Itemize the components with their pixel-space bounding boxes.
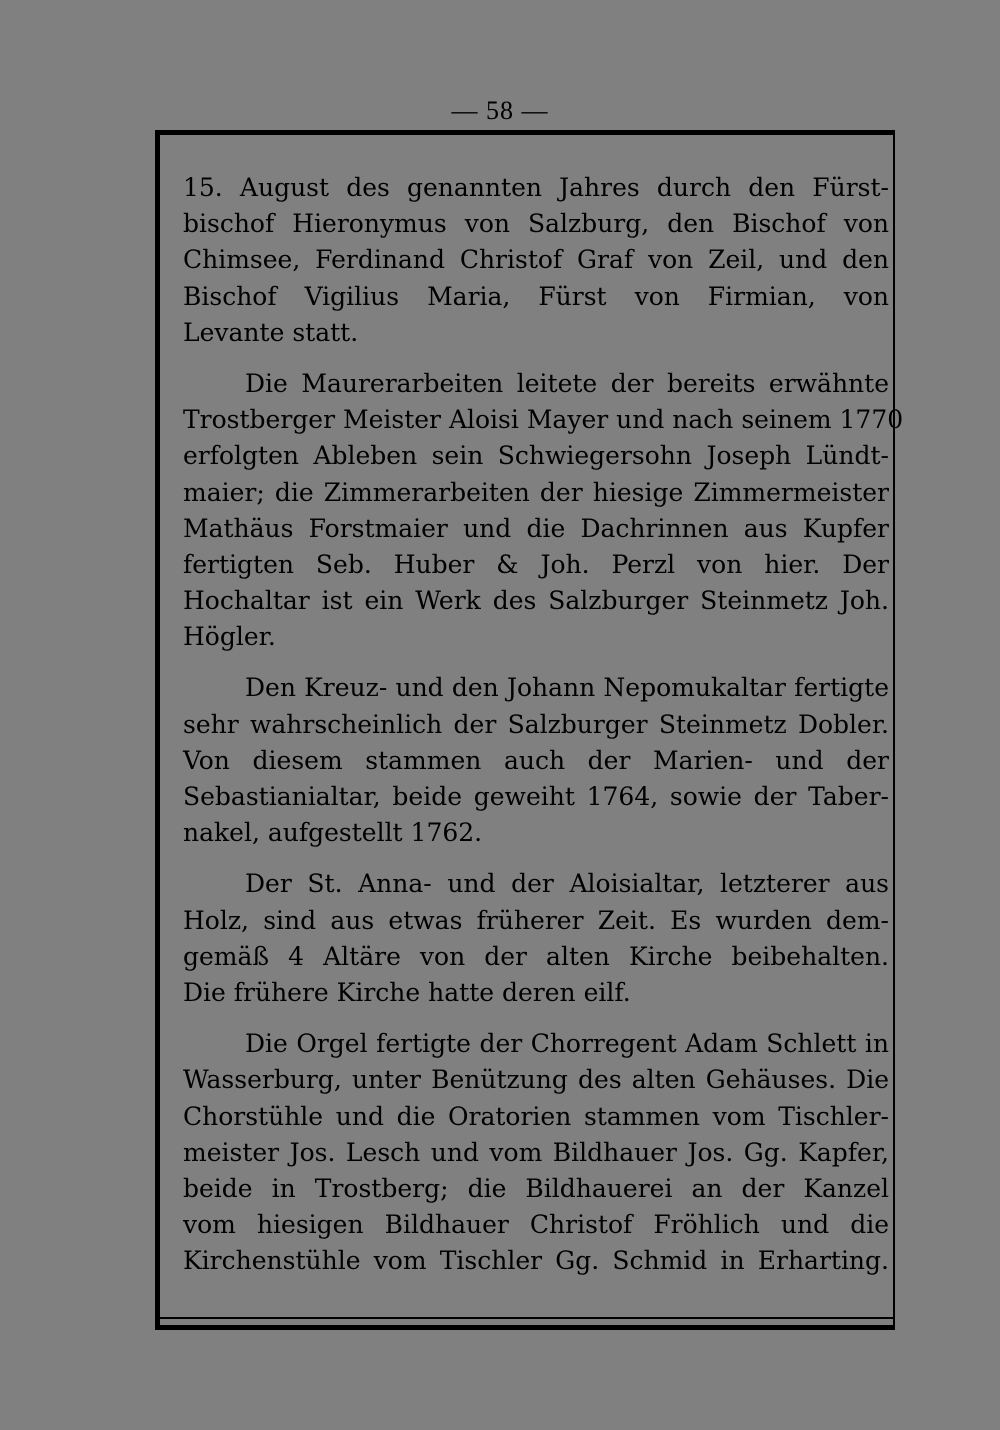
page-number: — 58 — (451, 96, 549, 125)
text-line: Mathäus Forstmaier und die Dachrinnen aus Kupfer (183, 513, 889, 543)
text-line: bischof Hieronymus von Salzburg, den Bischof von (183, 209, 889, 239)
body-text (183, 170, 904, 1279)
text-line: Holz, sind aus etwas früherer Zeit. Es wurden dem- (183, 905, 889, 935)
text-line: 15. August des genannten Jahres durch den Fürst- (183, 173, 889, 202)
text-line: Der St. Anna- und der Aloisialtar, letzterer aus (245, 869, 889, 899)
frame-bottom-rule (160, 1317, 893, 1319)
text-line: gemäß 4 Altäre von der alten Kirche beibehalten. (183, 941, 889, 971)
paragraph-2 (183, 366, 904, 656)
text-line: Bischof Vigilius Maria, Fürst von Firmian, von (183, 281, 889, 311)
text-line: Trostberger Meister Aloisi Mayer und nach seinem 1770 (183, 405, 904, 435)
text-line: meister Jos. Lesch und vom Bildhauer Jos. Gg. Kapfer, (183, 1137, 889, 1167)
text-line: Högler. (183, 622, 276, 652)
paragraph-1 (183, 170, 889, 351)
text-line: Die Maurerarbeiten leitete der bereits erwähnte (245, 368, 889, 398)
text-line: Chorstühle und die Oratorien stammen vom Tischler- (183, 1101, 889, 1131)
text-line: erfolgten Ableben sein Schwiegersohn Joseph Lündt- (183, 441, 889, 471)
paragraph-5 (183, 1026, 889, 1279)
text-line: Von diesem stammen auch der Marien- und der (183, 745, 889, 775)
text-line: beide in Trostberg; die Bildhauerei an der Kanzel (183, 1173, 889, 1203)
paragraph-4 (183, 866, 889, 1011)
text-line: vom hiesigen Bildhauer Christof Fröhlich und die (183, 1210, 889, 1240)
text-line: Hochaltar ist ein Werk des Salzburger Steinmetz Joh. (183, 586, 889, 616)
text-line: Die frühere Kirche hatte deren eilf. (183, 977, 631, 1007)
text-line: Sebastianialtar, beide geweiht 1764, sowie der Taber- (183, 782, 889, 811)
text-line: Die Orgel fertigte der Chorregent Adam Schlett in (245, 1029, 889, 1059)
text-line: fertigten Seb. Huber & Joh. Perzl von hier. Der (183, 549, 889, 579)
text-line: Wasserburg, unter Benützung des alten Gehäuses. Die (183, 1065, 889, 1095)
text-line: Chimsee, Ferdinand Christof Graf von Zeil, und den (183, 245, 889, 275)
text-line: nakel, aufgestellt 1762. (183, 818, 483, 848)
paragraph-3 (183, 670, 889, 851)
text-line: Den Kreuz- und den Johann Nepomukaltar fertigte (245, 673, 889, 703)
text-line: maier; die Zimmerarbeiten der hiesige Zimmermeister (183, 477, 889, 507)
text-line: Levante statt. (183, 317, 359, 347)
text-line: sehr wahrscheinlich der Salzburger Steinmetz Dobler. (183, 709, 889, 739)
text-line: Kirchenstühle vom Tischler Gg. Schmid in Erharting. (183, 1246, 889, 1276)
